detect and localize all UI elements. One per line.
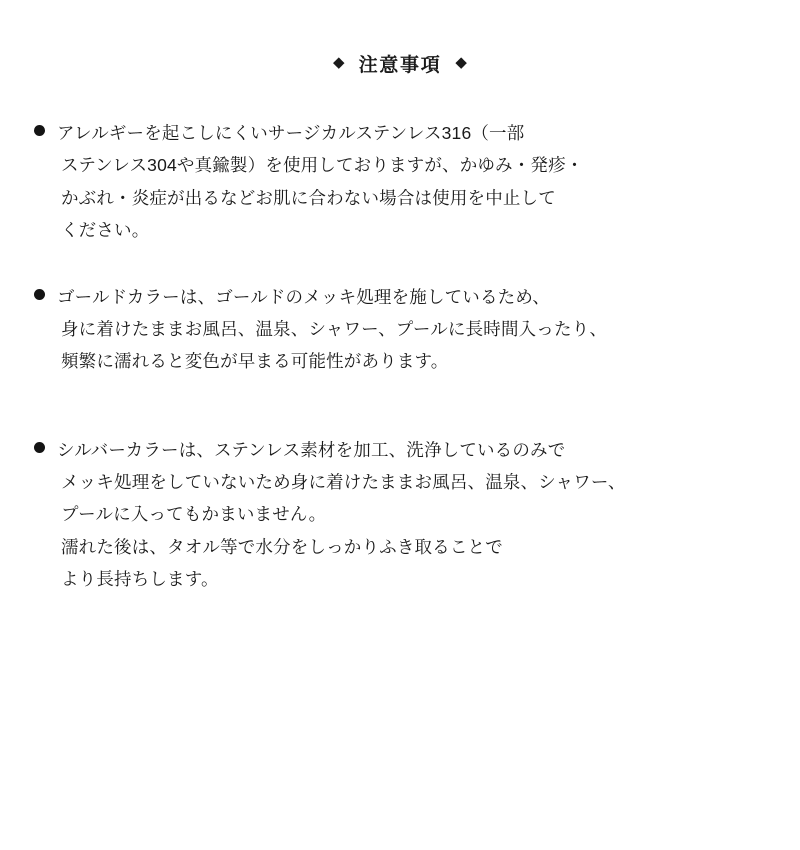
page-title: 注意事項 — [358, 55, 442, 76]
notice-list — [0, 117, 800, 596]
notice-line: より長持ちします。 — [61, 569, 219, 590]
notice-line: かぶれ・炎症が出るなどお肌に合わない場合は使用を中止して — [61, 187, 556, 208]
notice-line: プールに入ってもかまいません。 — [61, 504, 327, 525]
notice-line: ステンレス304や真鍮製）を使用しておりますが、かゆみ・発疹・ — [61, 155, 584, 176]
diamond-right-icon: ◆ — [455, 54, 467, 71]
page-title-row — [0, 50, 800, 77]
notice-line: ゴールドカラーは、ゴールドのメッキ処理を施しているため、 — [57, 286, 550, 307]
notice-line: メッキ処理をしていないため身に着けたままお風呂、温泉、シャワー、 — [61, 472, 626, 492]
notice-line: 頻繁に濡れると変色が早まる可能性があります。 — [61, 351, 449, 372]
diamond-left-icon: ◆ — [333, 54, 345, 71]
notice-page — [0, 50, 800, 850]
notice-line: アレルギーを起こしにくいサージカルステンレス316（一部 — [57, 123, 525, 143]
notice-line: ください。 — [61, 220, 150, 241]
notice-line: 濡れた後は、タオル等で水分をしっかりふき取ることで — [61, 536, 503, 557]
notice-line: 身に着けたままお風呂、温泉、シャワー、プールに長時間入ったり、 — [61, 318, 607, 339]
notice-text-block — [57, 281, 766, 378]
notice-line: シルバーカラーは、ステンレス素材を加工、洗浄しているのみで — [57, 439, 566, 460]
bullet-icon — [34, 442, 45, 453]
list-item — [34, 434, 766, 596]
bullet-icon — [34, 125, 45, 136]
notice-text-block — [57, 434, 766, 596]
bullet-icon — [34, 289, 45, 300]
list-item — [34, 281, 766, 378]
list-item — [34, 117, 766, 247]
notice-text-block — [57, 117, 766, 247]
